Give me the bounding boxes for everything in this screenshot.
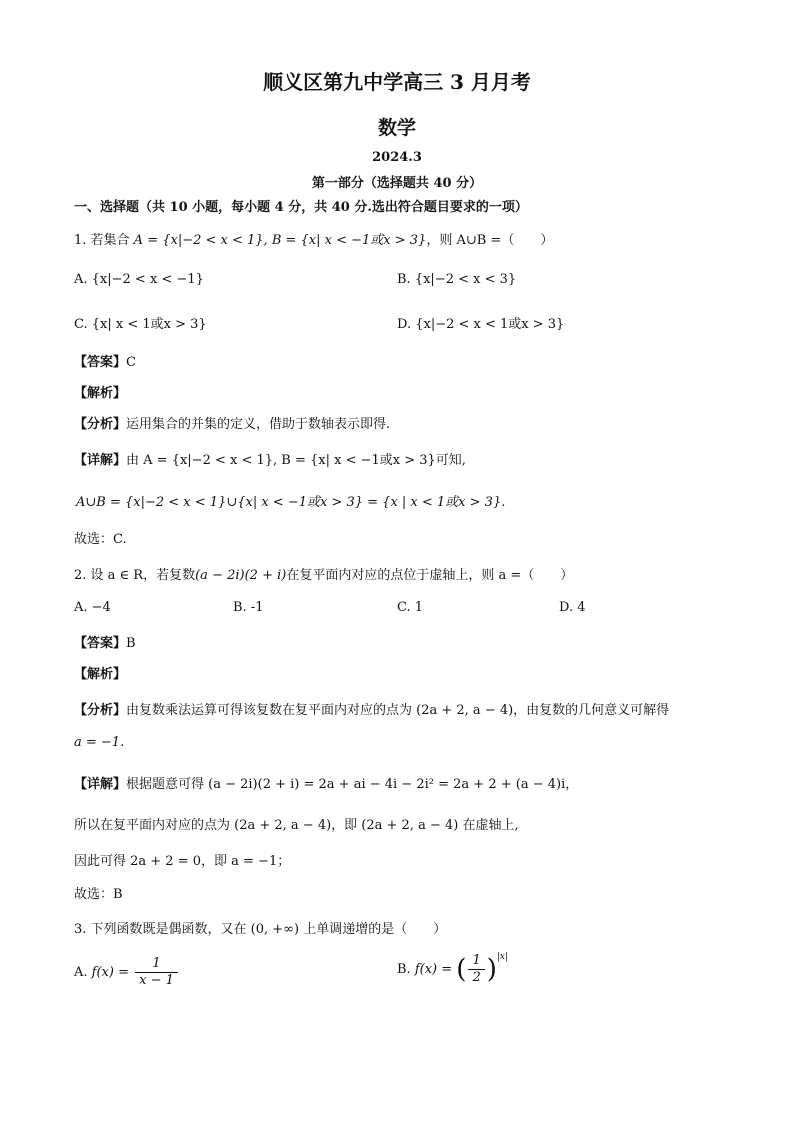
q1-option-d: D. {x|−2 < x < 1或x > 3} [397, 317, 565, 332]
q3-option-a-numerator: 1 [135, 956, 178, 973]
q1-fenxi [74, 413, 390, 432]
q1-xiangjie-text: 由 A = {x|−2 < x < 1}, B = {x| x < −1或x > 3}可知, [126, 453, 466, 468]
q1-stem-math: A = {x|−2 < x < 1}, B = {x| x < −1或x > 3} [133, 233, 427, 248]
q2-option-b: B. -1 [233, 600, 264, 615]
q2-stem [74, 564, 573, 583]
q1-analysis-tag: 【解析】 [74, 386, 127, 401]
exam-subject: 数学 [377, 117, 416, 139]
q1-xiangjie-tag: 【详解】 [74, 453, 127, 468]
q3-stem: 3. 下列函数既是偶函数，又在 (0, +∞) 上单调递增的是（ ） [74, 922, 447, 937]
q2-fenxi [74, 699, 669, 718]
q1-option-c: C. {x| x < 1或x > 3} [74, 317, 207, 332]
q1-fenxi-text: 运用集合的并集的定义，借助于数轴表示即得. [126, 417, 391, 432]
q2-xiangjie [74, 773, 578, 792]
q2-answer-tag: 【答案】 [74, 636, 127, 651]
exam-title: 顺义区第九中学高三 3 月月考 [263, 70, 531, 94]
q2-fenxi-text: 由复数乘法运算可得该复数在复平面内对应的点为 (2a + 2, a − 4)，由复数的几何意义可解得 [126, 703, 670, 718]
q1-stem [74, 229, 553, 248]
q3-option-a-denominator: x − 1 [139, 973, 174, 988]
q2-fenxi-cont: a = −1. [74, 735, 125, 750]
q2-xiangjie-text: 根据题意可得 (a − 2i)(2 + i) = 2a + ai − 4i − 2i² = 2a + 2 + (a − 4)i， [126, 777, 579, 792]
q1-fenxi-tag: 【分析】 [74, 417, 127, 432]
q2-answer [74, 632, 136, 651]
section-heading: 一、选择题（共 10 小题，每小题 4 分，共 40 分.选出符合题目要求的一项） [74, 200, 528, 215]
q3-option-b-numerator: 1 [468, 953, 484, 970]
q1-choose: 故选：C. [74, 532, 127, 547]
q2-option-c: C. 1 [397, 600, 424, 615]
q1-xiangjie [74, 449, 466, 468]
q3-option-b-fraction [468, 953, 484, 986]
q3-option-a-prefix: A. [74, 965, 92, 980]
q3-option-a-fraction [135, 956, 178, 989]
q1-union: A∪B = {x|−2 < x < 1}∪{x| x < −1或x > 3} = {x | x < 1或x > 3}. [76, 495, 506, 510]
q1-stem-suffix: ，则 A∪B =（ ） [426, 233, 554, 248]
q2-option-d: D. 4 [559, 600, 586, 615]
q2-choose: 故选：B [74, 887, 123, 902]
q3-option-a [74, 956, 180, 989]
q3-option-b-lhs: f(x) = [414, 962, 453, 977]
q3-option-b-rparen: ) [486, 954, 497, 985]
q1-option-a: A. {x|−2 < x < −1} [74, 272, 204, 287]
q2-answer-value: B [126, 636, 136, 651]
q1-option-b: B. {x|−2 < x < 3} [397, 272, 517, 287]
q2-option-a: A. −4 [74, 600, 111, 615]
q3-option-b-denominator: 2 [472, 970, 481, 985]
exam-date: 2024.3 [372, 150, 422, 165]
q2-line2: 所以在复平面内对应的点为 (2a + 2, a − 4)，即 (2a + 2, a − 4) 在虚轴上, [74, 818, 519, 833]
q3-option-b-exponent: |x| [496, 952, 509, 962]
q1-stem-prefix: 1. 若集合 [74, 233, 134, 248]
q2-line3: 因此可得 2a + 2 = 0，即 a = −1； [74, 854, 291, 869]
q3-option-a-lhs: f(x) = [91, 965, 129, 980]
q3-option-b [397, 952, 508, 986]
q3-option-b-lparen: ( [456, 954, 467, 985]
q2-fenxi-tag: 【分析】 [74, 703, 127, 718]
q2-analysis-tag: 【解析】 [74, 667, 127, 682]
q2-stem-suffix: 在复平面内对应的点位于虚轴上，则 a =（ ） [286, 568, 574, 583]
q3-option-b-prefix: B. [397, 962, 415, 977]
q2-stem-math: (a − 2i)(2 + i) [195, 568, 287, 583]
q2-xiangjie-tag: 【详解】 [74, 777, 127, 792]
q1-answer-value: C [126, 355, 136, 370]
q1-answer [74, 351, 136, 370]
q1-answer-tag: 【答案】 [74, 355, 127, 370]
q2-stem-prefix: 2. 设 a ∈ R，若复数 [74, 568, 196, 583]
part-heading: 第一部分（选择题共 40 分） [311, 176, 483, 191]
